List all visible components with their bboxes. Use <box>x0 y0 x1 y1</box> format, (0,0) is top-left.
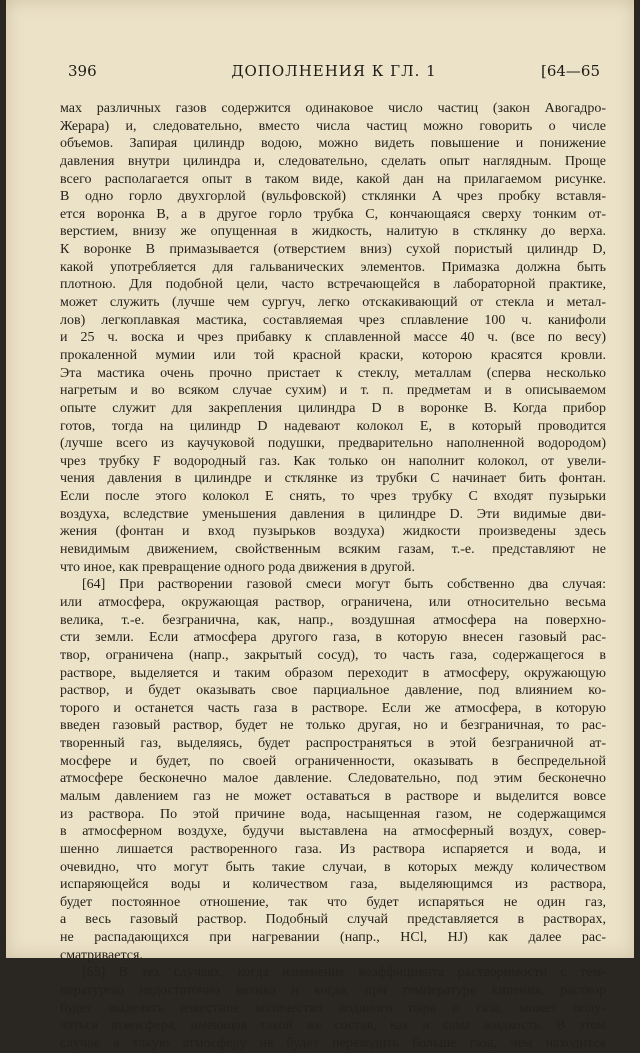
text-line: плотною. Для подобной цели, часто встречающейся в лабораторной практике, <box>60 277 606 293</box>
text-line: творенный газ, выделяясь, будет распространяться в этой безграничной ат- <box>60 736 606 752</box>
text-line: какой употребляется для гальванических элементов. Примазка должна быть <box>60 259 606 275</box>
text-line: объемов. Запирая цилиндр водою, можно видеть повышение и понижение <box>60 136 606 152</box>
text-line: мах различных газов содержится одинаковое число частиц (закон Авогадро- <box>60 101 606 116</box>
text-line: испаряющейся воды и количеством газа, выделяющимся из раствора, <box>60 877 606 893</box>
text-line: сти земли. Если атмосфера другого газа, в которую внесен газовый рас- <box>60 630 606 646</box>
text-line: а весь газовый раствор. Подобный случай представляется в растворах, <box>60 912 606 928</box>
text-line: введен газовый раствор, будет не только другая, но и безграничная, то рас- <box>60 718 606 734</box>
text-line: В одно горло двухгорлой (вульфовской) стклянки A чрез пробку вставля- <box>60 189 606 205</box>
text-line: жения (фонтан и вход пузырьков воздуха) жидкости произведены здесь <box>60 524 606 540</box>
text-line: может служить (лучше чем сургуч, легко отскакивающий от стекла и метал- <box>60 295 606 311</box>
text-line: ется воронка B, а в другое горло трубка C, кончающаяся сверху тонким от- <box>60 206 606 222</box>
text-line: воздуха, вследствие уменьшения давления в цилиндре D. Эти видимые дви- <box>60 506 606 522</box>
text-line: невидимым движением, свойственным всяким газам, т.-е. представляют не <box>60 542 606 558</box>
text-line: атмосфере бесконечно малое давление. Следовательно, под этим бесконечно <box>60 771 606 787</box>
text-line: в атмосферном воздухе, будучи выставлена на атмосферный воздух, совер- <box>60 824 606 840</box>
text-line: [64] При растворении газовой смеси могут быть собственно два случая: <box>82 577 606 593</box>
text-line: Жерара) и, следовательно, вместо числа частиц можно говорить о числе <box>60 118 606 134</box>
text-line: очевидно, что могут быть такие случаи, в которых между количеством <box>60 859 606 875</box>
text-line: нагретым и во всяком случае сухим) и т. п. предметам и в описываемом <box>60 383 606 399</box>
text-line: раствор, и будет оказывать свое парциальное давление, под влиянием ко- <box>60 683 606 699</box>
text-line: торого и останется часть газа в растворе. Если же атмосфера, в которую <box>60 700 606 716</box>
text-line: и 25 ч. воска и чрез прибавку к сплавленной массе 40 ч. (все по весу) <box>60 330 606 346</box>
text-line: велика, т.-е. безгранична, как, напр., воздушная атмосфера на поверхно- <box>60 612 606 628</box>
text-line: К воронке B примазывается (отверстием вниз) сухой пористый цилиндр D, <box>60 242 606 258</box>
text-line: будет постоянное отношение, так что будет испаряться не один газ, <box>60 894 606 910</box>
text-line: (лучше всего из каучуковой подушки, предварительно наполненной водородом) <box>60 436 606 452</box>
book-page <box>6 0 634 1051</box>
text-line: не распадающихся при нагревании (напр., HCl, HJ) как далее рас- <box>60 930 606 946</box>
text-line: всего располагается опыт в таком виде, какой дан на прилагаемом рисунке. <box>60 171 606 187</box>
text-line: пературою недостаточно велико и когда, при температуре кипения, раствор <box>60 983 606 999</box>
text-line: верстием, внизу же опущенная в жидкость, налитую в стклянку до верха. <box>60 224 606 240</box>
text-line: случае в такую атмосферу не будет переходить больше газа, чем находится <box>60 1035 606 1051</box>
text-line: чаться атмосфера, имеющая такой же состав, как и сама жидкость. В этом <box>60 1018 606 1034</box>
text-line: Если после этого колокол E снять, то чрез трубку C входят пузырьки <box>60 489 606 505</box>
text-line: твор, ограничена (напр., закрытый сосуд), то часть газа, содержащегося в <box>60 647 606 663</box>
text-line: или атмосфера, окружающая раствор, ограничена, или относительно весьма <box>60 594 606 610</box>
text-line: Эта мастика очень прочно пристает к стеклу, металлам (сперва несколько <box>60 365 606 381</box>
text-line: мосфере и будет, по своей ограниченности, оказывать в беспредельной <box>60 753 606 769</box>
text-line: шенно лишается растворенного газа. Из раствора испаряется и вода, и <box>60 841 606 857</box>
text-line: лов) легкоплавкая мастика, составляемая чрез сплавление 100 ч. канифоли <box>60 312 606 328</box>
text-line: прокаленной мумии или той красной краски, которою красятся кровли. <box>60 347 606 363</box>
running-header <box>68 62 600 84</box>
text-line: давления внутри цилиндра и, следовательно, сделать опыт наглядным. Проще <box>60 153 606 169</box>
text-line: опыте служит для закрепления цилиндра D в воронке B. Когда прибор <box>60 400 606 416</box>
text-line: будет выделять известное количество водяного пара и газа, может полу- <box>60 1000 606 1016</box>
text-line: малым давлением газ не может оставаться в растворе и выделится вовсе <box>60 788 606 804</box>
running-title: ДОПОЛНЕНИЯ К ГЛ. 1 <box>231 62 437 80</box>
text-line: чрез трубку F водородный газ. Как только он наполнит колокол, от увели- <box>60 453 606 469</box>
body-text <box>60 100 606 1053</box>
page-number: 396 <box>68 62 97 80</box>
text-line: сматривается. <box>60 947 143 963</box>
text-line: [65] В тех случаях, когда изменение коэффициента растворимости с тем- <box>82 965 606 981</box>
text-line: растворе, выделяется и таким образом переходит в атмосферу, окружающую <box>60 665 606 681</box>
section-reference: [64—65 <box>540 62 600 80</box>
text-line: из раствора. По этой причине вода, насыщенная газом, не содержащимся <box>60 806 606 822</box>
text-line: что иное, как превращение одного рода движения в другой. <box>60 559 415 575</box>
text-line: готов, тогда на цилиндр D надевают колокол E, в который проводится <box>60 418 606 434</box>
text-line: чения давления в цилиндре и стклянке из трубки C начинает бить фонтан. <box>60 471 606 487</box>
